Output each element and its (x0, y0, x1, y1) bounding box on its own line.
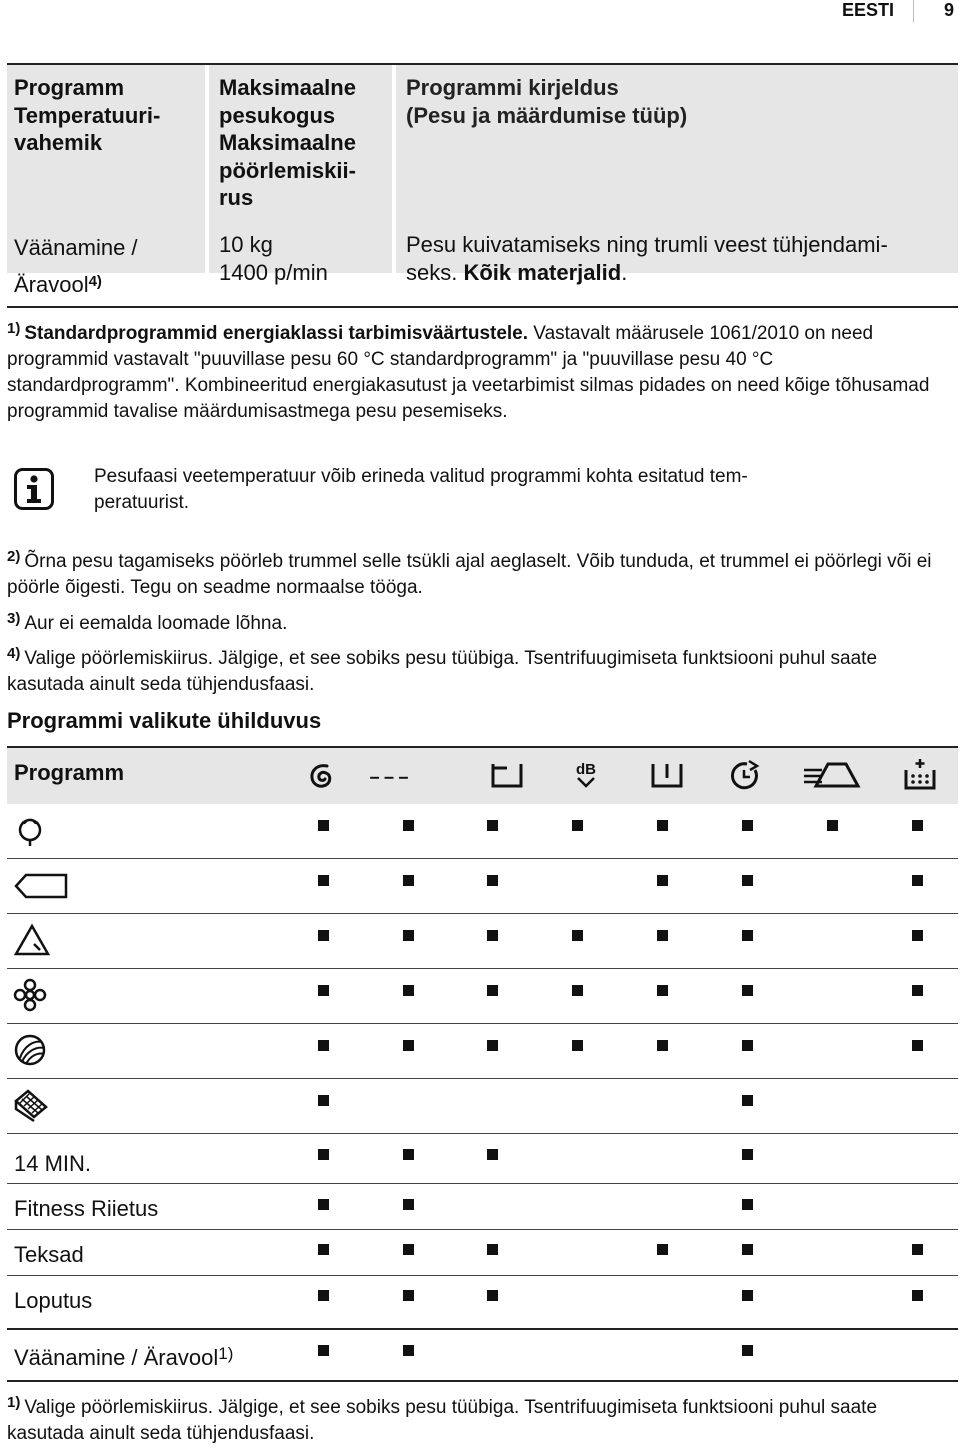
compatible-mark (403, 1244, 414, 1255)
compatible-mark (742, 985, 753, 996)
table-bottom-rule (7, 306, 958, 308)
bottom-footnote: $^{1)}$ Valige pöörlemiskiirus. Jälgige, et see sobiks pesu tüübiga. Tsentrifuugimiseta funktsiooni puhul saate kasutada ainult seda tühjendusfaasi. (7, 1394, 878, 1444)
row-max-load: 10 kg 1400 p/min (219, 232, 328, 285)
time-manager-icon (725, 758, 765, 792)
compatible-mark (487, 820, 498, 831)
easy-iron-icon (802, 758, 862, 792)
table-row-rinse: Loputus (7, 1276, 958, 1330)
row-description: Pesu kuivatamiseks ning trumli veest tühjendami- seks. Kõik materjalid. (406, 232, 888, 285)
compatible-mark (742, 1149, 753, 1160)
compatible-mark (318, 985, 329, 996)
compatible-mark (657, 820, 668, 831)
compatible-mark (657, 1244, 668, 1255)
compatible-mark (318, 1244, 329, 1255)
info-icon (14, 468, 54, 510)
compatible-mark (487, 1149, 498, 1160)
compatible-mark (572, 1040, 583, 1051)
program-table (7, 63, 958, 308)
header-max-load-spin: Maksimaalne pesukogus Maksimaalne pöörlemiskii- rus (219, 75, 356, 210)
page-header (0, 0, 960, 22)
cotton-eco-icon (12, 812, 52, 848)
compatible-mark (657, 985, 668, 996)
night-quiet-icon (566, 758, 606, 792)
compatible-mark (487, 1290, 498, 1301)
info-note: Pesufaasi veetemperatuur võib erineda valitud programmi kohta esitatud tem- peratuurist. (94, 466, 748, 513)
compatible-mark (403, 1040, 414, 1051)
delicates-icon (12, 922, 52, 958)
header-program-description: Programmi kirjeldus (Pesu ja määrdumise tüüp) (406, 75, 688, 128)
compatible-mark (403, 820, 414, 831)
compatible-mark (572, 985, 583, 996)
table-row-jeans: Teksad (7, 1230, 958, 1276)
compatible-mark (318, 820, 329, 831)
synthetics-icon (12, 867, 68, 903)
compatible-mark (403, 875, 414, 886)
table-row-synthetics (7, 859, 958, 914)
compatible-mark (487, 985, 498, 996)
stain-icon (900, 758, 940, 792)
compatible-mark (403, 1345, 414, 1356)
prewash-icon (487, 758, 527, 792)
compatible-mark (318, 1345, 329, 1356)
table-row-14-min: 14 MIN. (7, 1134, 958, 1184)
table-row-wool (7, 1024, 958, 1079)
table-row-duvet (7, 1079, 958, 1134)
compatible-mark (912, 1290, 923, 1301)
footnote-1: $^{1)}$ Standardprogrammid energiaklassi tarbimisväärtustele. Vastavalt määrusele 1061/2010 on need programmid vastavalt "puuvillase pesu 60 °C standardprogramm" ja "puuvillase pesu 40 °C standardprogramm". Kombineeritud energiakasutust ja veetarbimist silmas pidades on need kõige tõhusamad programmid tavalise määrdumisastmega pesu pesemiseks. (7, 320, 930, 422)
table-row-cotton-eco (7, 804, 958, 859)
compatible-mark (403, 1149, 414, 1160)
compatibility-header-row (7, 748, 958, 804)
svg-text:dB: dB (576, 761, 596, 778)
table-row-delicates (7, 914, 958, 969)
compatible-mark (742, 1095, 753, 1106)
footnote-2: $^{2)}$ Õrna pesu tagamiseks pöörleb trummel selle tsükli ajal aeglaselt. Võib tunduda, et trummel ei pöörlegi või ei pöörle õigesti. Tegu on seadme normaalse tööga. (7, 548, 932, 598)
compatible-mark (912, 1040, 923, 1051)
compatible-mark (318, 1149, 329, 1160)
compatible-mark (318, 1290, 329, 1301)
extra-rinse-icon (647, 758, 687, 792)
compatible-mark (487, 930, 498, 941)
compatible-mark (657, 875, 668, 886)
compatible-mark (572, 930, 583, 941)
compatible-mark (403, 1199, 414, 1210)
compatible-mark (318, 930, 329, 941)
compatible-mark (403, 985, 414, 996)
duvet-icon (12, 1087, 52, 1123)
compatible-mark (742, 875, 753, 886)
compatible-mark (403, 930, 414, 941)
compatible-mark (912, 930, 923, 941)
compatible-mark (487, 875, 498, 886)
spin-icon (303, 758, 343, 792)
compatible-mark (487, 1244, 498, 1255)
row-program-name: Väänamine / Äravool$^{4)}$ (14, 235, 138, 297)
page-number: 9 (944, 0, 955, 20)
column-divider (205, 65, 209, 308)
compatible-mark (742, 820, 753, 831)
table-row-spin-drain: Väänamine / Äravool$^{1)}$ (7, 1330, 958, 1382)
compatible-mark (742, 1290, 753, 1301)
section-title: Programmi valikute ühilduvus (7, 708, 322, 733)
compatible-mark (742, 1040, 753, 1051)
header-divider (913, 0, 914, 22)
compatible-mark (318, 1095, 329, 1106)
compatible-mark (487, 1040, 498, 1051)
compatible-mark (318, 1199, 329, 1210)
rinse-hold-icon (369, 758, 409, 792)
compatible-mark (742, 930, 753, 941)
compatible-mark (572, 820, 583, 831)
compatible-mark (912, 985, 923, 996)
compatible-mark (912, 1244, 923, 1255)
language-label: EESTI (842, 0, 895, 20)
footnote-3: $^{3)}$ Aur ei eemalda loomade lõhna. (7, 610, 288, 634)
compatible-mark (912, 875, 923, 886)
compatible-mark (912, 820, 923, 831)
compatible-mark (742, 1345, 753, 1356)
header-program-temperature: Programm Temperatuuri- vahemik (14, 75, 161, 155)
compatible-mark (657, 1040, 668, 1051)
table-row-fitness: Fitness Riietus (7, 1184, 958, 1230)
column-divider (392, 65, 396, 308)
compatible-mark (403, 1290, 414, 1301)
compatible-mark (742, 1199, 753, 1210)
table-row-wool-flower (7, 969, 958, 1024)
compatible-mark (318, 875, 329, 886)
wool-flower-icon (12, 977, 52, 1013)
header-program-label: Programm (14, 760, 125, 785)
compatible-mark (742, 1244, 753, 1255)
compatible-mark (827, 820, 838, 831)
wool-icon (12, 1032, 52, 1068)
compatible-mark (318, 1040, 329, 1051)
footnote-4: $^{4)}$ Valige pöörlemiskiirus. Jälgige, et see sobiks pesu tüübiga. Tsentrifuugimiseta funktsiooni puhul saate kasutada ainult seda tühjendusfaasi. (7, 645, 878, 695)
compatible-mark (657, 930, 668, 941)
